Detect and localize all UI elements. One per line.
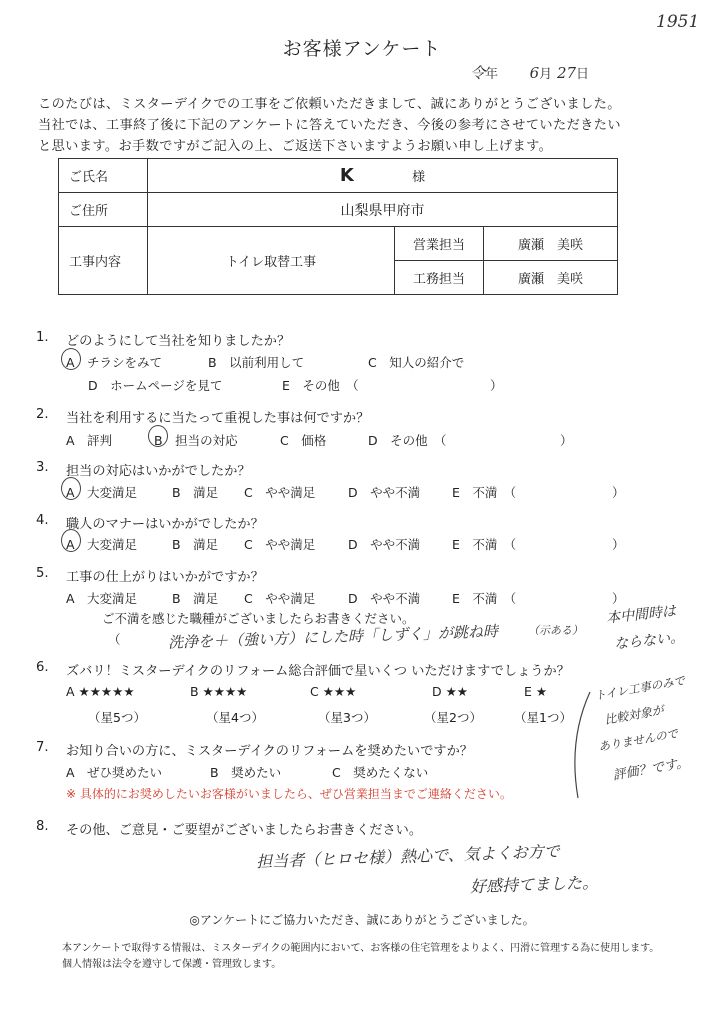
q4-selected-circle — [61, 529, 81, 552]
name-suffix: 様 — [412, 170, 426, 185]
customer-info-table — [58, 158, 618, 295]
q7-text: お知り合いの方に、ミスターデイクのリフォームを奨めたいですか？ — [66, 744, 473, 759]
q4-option-e[interactable]: E 不満 （ — [452, 537, 517, 552]
q3-text: 担当の対応はいかがでしたか？ — [66, 464, 251, 479]
q6-option-c-sub: （星3つ） — [318, 710, 376, 725]
page-title: お客様アンケート — [282, 38, 442, 60]
q6-option-a[interactable]: A ★★★★★ — [66, 684, 135, 699]
q8-number: 8. — [36, 819, 49, 834]
q6-option-b[interactable]: B ★★★★ — [190, 684, 248, 699]
q5-open-paren: （ — [108, 632, 121, 647]
q7-option-c[interactable]: C 奨めたくない — [332, 765, 429, 780]
q1-close-paren: ） — [490, 378, 503, 393]
q5-handwritten-note-1: 本中間時は — [605, 603, 677, 627]
q6-handwritten-note-2: 比較対象が — [603, 702, 665, 728]
date-era: 令 — [470, 64, 486, 82]
q5-sub-text: ご不満を感じた職種がございましたらお書きください。 — [102, 611, 415, 626]
q2-close-paren: ） — [560, 433, 573, 448]
sales-label: 営業担当 — [395, 227, 484, 261]
q2-selected-circle — [148, 425, 168, 447]
q3-number: 3. — [36, 460, 49, 475]
date-day-label: 日 — [576, 67, 590, 82]
q5-option-c[interactable]: C やや満足 — [244, 591, 316, 606]
q2-option-b[interactable]: B 担当の対応 — [154, 433, 238, 448]
q2-option-a[interactable]: A 評判 — [66, 433, 113, 448]
date-year-label: 年 — [485, 67, 499, 82]
q4-option-b[interactable]: B 満足 — [172, 537, 219, 552]
q1-text: どのようにして当社を知りましたか？ — [66, 334, 291, 349]
q5-handwritten-comment[interactable]: 洗浄を＋（強い方）にした時「しずく」が跳ね時 — [167, 622, 499, 652]
q7-option-b[interactable]: B 奨めたい — [210, 765, 282, 780]
q5-close-paren: ） — [612, 591, 625, 606]
construction-label: 工務担当 — [395, 261, 484, 295]
q2-text: 当社を利用するに当たって重視した事は何ですか？ — [66, 411, 370, 426]
q8-handwritten-line-2[interactable]: 好感持てました。 — [469, 872, 599, 897]
q4-option-a[interactable]: A 大変満足 — [66, 537, 138, 552]
name-value: K — [339, 165, 354, 186]
q5-option-e[interactable]: E 不満 （ — [452, 591, 517, 606]
q4-number: 4. — [36, 513, 49, 528]
q6-handwritten-bracket — [560, 690, 600, 800]
doc-number: 1951 — [656, 12, 700, 32]
address-label: ご住所 — [59, 193, 148, 227]
q5-handwritten-aside: （示ある） — [528, 624, 583, 637]
q1-option-b[interactable]: B 以前利用して — [208, 355, 305, 370]
footer-line-1: 本アンケートで取得する情報は、ミスターデイクの範囲内において、お客様の住宅管理をよりよく、円滑に管理する為に使用します。 — [62, 943, 660, 954]
q6-handwritten-note-1: トイレ工事のみで — [593, 673, 686, 703]
q6-option-d[interactable]: D ★★ — [432, 684, 469, 699]
q4-option-c[interactable]: C やや満足 — [244, 537, 316, 552]
address-value: 山梨県甲府市 — [148, 193, 618, 227]
q6-handwritten-note-4: 評価？です。 — [611, 755, 691, 784]
q1-number: 1. — [36, 330, 49, 345]
q5-text: 工事の仕上がりはいかがですか？ — [66, 570, 264, 585]
work-label: 工事内容 — [59, 227, 148, 295]
q1-option-a[interactable]: A チラシをみて — [66, 355, 163, 370]
name-label: ご氏名 — [59, 159, 148, 193]
construction-value: 廣瀬 美咲 — [484, 261, 618, 295]
q3-option-e[interactable]: E 不満 （ — [452, 485, 517, 500]
q5-option-a[interactable]: A 大変満足 — [66, 591, 138, 606]
q1-selected-circle — [61, 348, 81, 370]
q8-handwritten-line-1[interactable]: 担当者（ヒロセ様）熱心で、気よくお方で — [255, 841, 560, 872]
q3-option-c[interactable]: C やや満足 — [244, 485, 316, 500]
q3-option-a[interactable]: A 大変満足 — [66, 485, 138, 500]
q4-close-paren: ） — [612, 537, 625, 552]
q5-option-d[interactable]: D やや不満 — [348, 591, 421, 606]
q7-number: 7. — [36, 740, 49, 755]
intro-line-1: このたびは、ミスターデイクでの工事をご依頼いただきまして、誠にありがとうございました。 — [38, 97, 621, 112]
name-cell — [148, 159, 618, 193]
q6-option-e-sub: （星1つ） — [514, 710, 572, 725]
q6-option-a-sub: （星5つ） — [88, 710, 146, 725]
q1-option-c[interactable]: C 知人の紹介で — [368, 355, 465, 370]
q4-text: 職人のマナーはいかがでしたか？ — [66, 517, 264, 532]
date-field — [470, 62, 589, 83]
q5-handwritten-note-2: ならない。 — [613, 629, 685, 653]
work-value: トイレ取替工事 — [148, 227, 395, 295]
q3-option-d[interactable]: D やや不満 — [348, 485, 421, 500]
sales-value: 廣瀬 美咲 — [484, 227, 618, 261]
q7-note: ※ 具体的にお奨めしたいお客様がいましたら、ぜひ営業担当までご連絡ください。 — [66, 787, 512, 801]
intro-line-3: と思います。お手数ですがご記入の上、ご返送下さいますようお願い申し上げます。 — [38, 139, 553, 154]
q3-option-b[interactable]: B 満足 — [172, 485, 219, 500]
q8-text: その他、ご意見・ご要望がございましたらお書きください。 — [66, 823, 423, 838]
q3-selected-circle — [61, 477, 81, 500]
thanks-text: ◎アンケートにご協力いただき、誠にありがとうございました。 — [189, 913, 535, 927]
q2-option-d[interactable]: D その他 （ — [368, 433, 447, 448]
intro-line-2: 当社では、工事終了後に下記のアンケートに答えていただき、今後の参考にさせていただきたい — [38, 118, 621, 133]
q2-number: 2. — [36, 407, 49, 422]
q1-option-d[interactable]: D ホームページを見て — [88, 378, 223, 393]
date-month: 6 — [529, 64, 540, 82]
date-month-label: 月 — [539, 67, 553, 82]
q1-option-e[interactable]: E その他 （ — [282, 378, 359, 393]
q6-option-d-sub: （星2つ） — [424, 710, 482, 725]
q3-close-paren: ） — [612, 485, 625, 500]
q5-option-b[interactable]: B 満足 — [172, 591, 219, 606]
q6-option-e[interactable]: E ★ — [524, 684, 548, 699]
q6-option-b-sub: （星4つ） — [206, 710, 264, 725]
date-day: 27 — [556, 64, 577, 82]
q6-text: ズバリ！ミスターデイクのリフォーム総合評価で星いくつ いただけますでしょうか？ — [66, 664, 570, 679]
q6-option-c[interactable]: C ★★★ — [310, 684, 357, 699]
q6-handwritten-note-3: ありませんので — [597, 726, 680, 754]
footer-line-2: 個人情報は法令を遵守して保護・管理致します。 — [62, 959, 282, 970]
q5-number: 5. — [36, 566, 49, 581]
q7-option-a[interactable]: A ぜひ奨めたい — [66, 765, 163, 780]
q6-number: 6. — [36, 660, 49, 675]
q2-option-c[interactable]: C 価格 — [280, 433, 327, 448]
q4-option-d[interactable]: D やや不満 — [348, 537, 421, 552]
